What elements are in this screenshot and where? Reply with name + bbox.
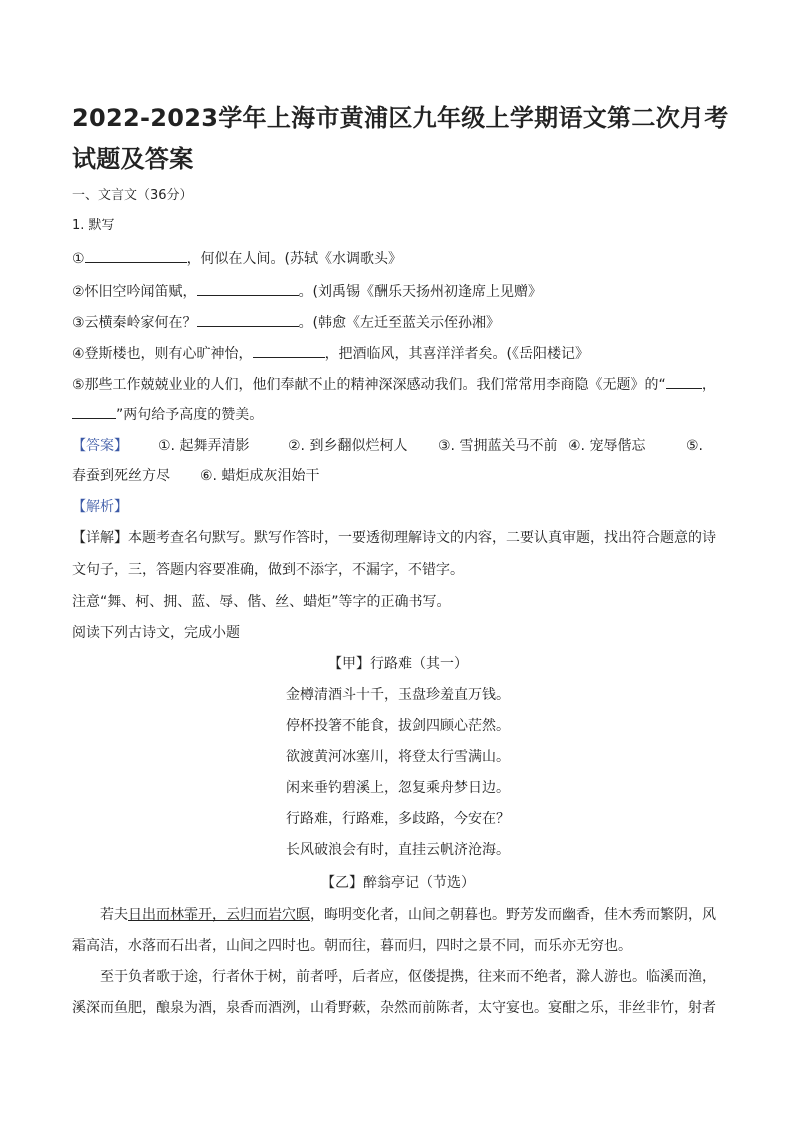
prose-line: 至于负者歌于途，行者休于树，前者呼，后者应，伛偻提携，往来而不绝者，滁人游也。临溪而渔，: [100, 969, 716, 985]
answer-label: 【答案】: [72, 438, 128, 454]
page-title: 2022-2023学年上海市黄浦区九年级上学期语文第二次月考试题及答案: [72, 104, 729, 173]
poem-line: 长风破浪会有时，直挂云帆济沧海。: [286, 842, 510, 858]
answer-blank: [666, 373, 702, 389]
answer-item: ①. 起舞弄清影: [158, 438, 250, 454]
answer-item: ④. 宠辱偕忘: [568, 438, 646, 454]
answer-blank: [197, 280, 299, 296]
answer-blank: [197, 311, 299, 327]
fill-suffix: 。(刘禹锡《酬乐天扬州初逢席上见赠》: [298, 284, 543, 300]
answer-blank: [253, 342, 325, 358]
fill-line-5a: [72, 373, 724, 395]
fill-line-1: [72, 247, 724, 269]
poem-title: 【甲】行路难（其一）: [328, 656, 468, 672]
fill-prefix: ③云横秦岭家何在？: [72, 315, 197, 331]
fill-line-5b: [72, 403, 724, 425]
poem-line: 金樽清酒斗十千，玉盘珍羞直万钱。: [286, 687, 510, 703]
fill-suffix: ”两句给予高度的赞美。: [116, 407, 264, 423]
reading-intro: 阅读下列古诗文，完成小题: [72, 625, 240, 641]
answer-item: ⑥. 蜡炬成灰泪始干: [200, 468, 320, 484]
poem-line: 闲来垂钓碧溪上，忽复乘舟梦日边。: [286, 780, 510, 796]
answer-line-2: [72, 466, 724, 486]
fill-suffix: ，何似在人间。(苏轼《水调歌头》: [186, 251, 403, 267]
underlined-text: 日出而林霏开，云归而岩穴暝: [128, 907, 310, 923]
prose-text: 若夫: [100, 907, 128, 923]
answer-item: 春蚕到死丝方尽: [72, 468, 170, 484]
fill-line-2: [72, 280, 724, 302]
poem-line: 行路难，行路难，多歧路，今安在？: [286, 811, 510, 827]
answer-blank: [72, 403, 116, 419]
answer-item: ⑤.: [686, 438, 704, 454]
prose-text: ，晦明变化者，山间之朝暮也。野芳发而幽香，佳木秀而繁阴，风: [310, 907, 716, 923]
fill-prefix: ⑤那些工作兢兢业业的人们，他们奉献不止的精神深深感动我们。我们常常用李商隐《无题》的“: [72, 377, 666, 393]
prose-line: 溪深而鱼肥，酿泉为酒，泉香而酒洌，山肴野蔌，杂然而前陈者，太守宴也。宴酣之乐，非丝非竹，射者: [72, 1000, 716, 1016]
fill-line-3: [72, 311, 724, 333]
fill-prefix: ①: [72, 251, 85, 267]
fill-suffix: ，把酒临风，其喜洋洋者矣。(《岳阳楼记》: [324, 346, 590, 362]
note-line: 注意“舞、柯、拥、蓝、辱、偕、丝、蜡炬”等字的正确书写。: [72, 594, 451, 610]
detail-line-1: 【详解】本题考查名句默写。默写作答时，一要透彻理解诗文的内容，二要认真审题，找出符合题意的诗: [72, 530, 716, 546]
fill-suffix: 。(韩愈《左迁至蓝关示侄孙湘》: [298, 315, 501, 331]
detail-line-2: 文句子，三，答题内容要准确，做到不添字，不漏字，不错字。: [72, 562, 464, 578]
prose-line: [100, 905, 724, 925]
poem-line: 停杯投箸不能食，拔剑四顾心茫然。: [286, 718, 510, 734]
question-label: 1. 默写: [72, 218, 115, 233]
answer-line-1: [72, 436, 724, 456]
poem-line: 欲渡黄河冰塞川，将登太行雪满山。: [286, 749, 510, 765]
answer-blank: [85, 247, 187, 263]
answer-item: ②. 到乡翻似烂柯人: [288, 438, 408, 454]
fill-line-4: [72, 342, 724, 364]
prose-line: 霜高洁，水落而石出者，山间之四时也。朝而往，暮而归，四时之景不同，而乐亦无穷也。: [72, 938, 632, 954]
section-heading: 一、文言文（36分）: [72, 188, 193, 203]
fill-prefix: ②怀旧空吟闻笛赋，: [72, 284, 197, 300]
prose-title: 【乙】醉翁亭记（节选）: [321, 875, 475, 891]
answer-item: ③. 雪拥蓝关马不前: [438, 438, 558, 454]
fill-prefix: ④登斯楼也，则有心旷神怡，: [72, 346, 253, 362]
fill-suffix: ，: [701, 377, 716, 393]
analysis-label: 【解析】: [72, 499, 128, 515]
